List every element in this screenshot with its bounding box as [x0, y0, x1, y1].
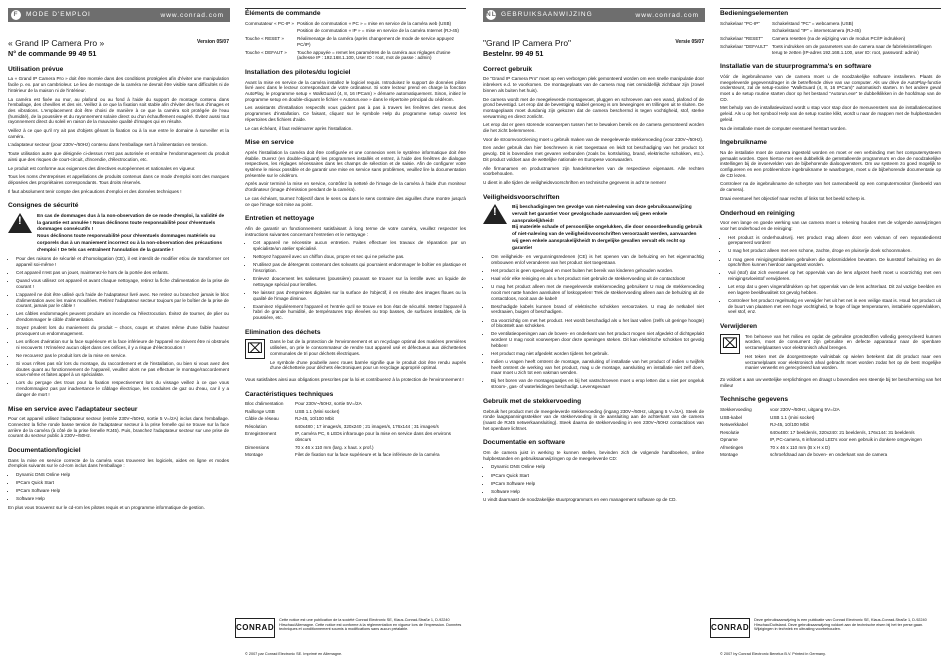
product-title-fr: « Grand IP Camera Pro » [8, 38, 105, 48]
usage-text-4: L'adaptateur secteur (pour 230V~/50Hz) contenu dans l'emballage sert à l'alimentation en tension. [8, 142, 208, 148]
control-key: Commutateur « PC-IP » [245, 20, 294, 26]
spec-key: Montage [245, 452, 263, 458]
install-text-1: Vóór de ingebruikname van de camera moet u de noodzakelijke software installeren. Plaats de meegeleverde gegevensdrager in de betreffende drive van uw computer. Als uw drive de AutoPlay-functie ondersteunt, zal de setup-routine "WalkGuard (4, 8, 16 IPCam)" automatisch starten. In het andere geval moet u de setup routine starten door op het bestand "Autorun.exe" te dubbelklikken in de hoofdmap van de CD. [720, 73, 941, 102]
list-item: • Quand vous utilisez cet appareil et avant chaque nettoyage, retirez la fiche d'alimentation de la prise de courant ! [16, 278, 229, 289]
spec-value: Pour 230V~/50Hz, sortie 5V=/2A [295, 401, 362, 407]
spec-key: Stekkervoeding [720, 407, 752, 413]
section-waste-fr: Elimination des déchets [245, 328, 321, 336]
service-text-3: Le cas échéant, tournez l'objectif dans le sens ou dans le sens contraire des aiguilles d'une montre jusqu'à ce que l'image soit mise au point. [245, 195, 466, 207]
service-text-1: Après l'installation la caméra doit être configurée et une connexion vers le système informatique doit être établie. Ouvrez (en double-cliquant) les programmes installés et entrez, à l'aide des fenêtres de dialogue respectives, les réglages nécessaires dans les champs de sélection et de saisie. Afin de configurer votre système le mieux possible et de garantir une mise en service sans problèmes, veuillez lire la documentation présentée sur le cédérom. [245, 149, 466, 178]
spec-key: Opname [720, 437, 738, 443]
warning-text-1: En cas de dommages dus à la non-observation de ce mode d'emploi, la validité de la garantie est annulée ! Nous déclinons toute responsabilité pour d'éventuels dommages consécutifs ! [37, 214, 225, 233]
control-key [245, 28, 297, 34]
control-row [720, 28, 941, 34]
section-controls-fr: Éléments de commande [245, 8, 466, 17]
header-bar-nl [483, 8, 705, 22]
list-item: • Si vous n'êtes pas sûr lors du montage, du raccordement et de l'installation, ou bien si vous avez des doutes quant au fonctionnement de l'appareil, veuillez alors ne pas effectuer le montage/raccordement vous-même et faites appel à un spécialiste. [16, 361, 229, 378]
control-value: Réalimenatge de la caméra (après changement de mode de service appuyez PC/IP) [297, 36, 455, 47]
list-item: • L'appareil ne doit être utilisé qu'à l'aide de l'adaptateur livré avec. Ne retirez ou branchez jamais le bloc d'alimentation avec les mains mouillées. Retirez l'adaptateur secteur toujours par le boîtier de la prise de courant, jamais par le câble ! [16, 292, 229, 309]
waste-text-2: Het teken met de doorgestreepte vuilnisbak op wielen betekent dat dit product naar een verzamelplaats voor elektronisch afval gebracht moet worden zodat het op de best mogelijke manier verwerkt en gerecycleerd kan worden. [745, 353, 941, 371]
list-item: • Les câbles endommagés peuvent produire un incendie ou l'électrocution. Évitez de tourner, de plier ou d'endommager le câble d'alimentation. [16, 311, 229, 322]
waste-block-fr [245, 339, 466, 374]
usage-text-1: De "Grand IP Camera Pro" moet op een verborgen plek gemonteerd worden om een snelle manipulatie door inbrekers e.d. te voorkomen. De montageplaats van de camera mag niet onmiddellijk zichtbaar zijn (zowel binnen als buiten het huis). [483, 76, 704, 93]
fr-column-1 [8, 38, 229, 514]
warning-triangle-icon: ! [8, 213, 32, 233]
header-title-fr: MODE D'EMPLOI [26, 11, 91, 18]
control-key: Touche « DEFAUT » [245, 49, 287, 55]
spec-row [245, 424, 466, 430]
usage-text-2: De camera wordt met de meegeleverde montagevoet, pluggen en schroeven aan een wand, plafond of de grond bevestigd. Let erop dat de bevestiging stabiel genoeg is om bewegingen en trillingen uit te sluiten. De montageplaats moet dusdanig zijn gekozen dat de camera beschermd is tegen vochtigheid, stof, sterke verwarming en direct zonlicht. [483, 96, 704, 119]
spec-value: Filet de fixation sur la face supérieure et la face inférieure de la caméra [295, 452, 440, 458]
spec-row [720, 422, 941, 428]
spec-row [245, 452, 466, 458]
spec-key: Résolution [245, 423, 267, 429]
list-item: • Pour des raisons de sécurité et d'homologation (CE), il est interdit de modifier et/ou de transformer cet appareil soi-même ! [16, 256, 229, 267]
waste-text-3: Zo voldoet u aan uw wettelijke verplichtingen en draagt u bovendien een steentje bij ter bescherming van het milieu! [720, 377, 941, 388]
usage-text-3: Let erop dat er geen storende voorwerpen tussen het te bewaken bereik en de camera gemonteerd worden die het zicht belemmeren. [483, 122, 704, 134]
section-controls-nl: Bedieningselementen [720, 8, 941, 17]
conrad-logo [710, 618, 750, 638]
spec-key: Bloc d'alimentation [245, 401, 284, 407]
section-safety-nl: Veiligheidsvoorschriften [483, 193, 560, 201]
safety-list-nl [483, 254, 704, 390]
section-install-fr: Installation des pilotes/du logiciel [245, 68, 351, 76]
list-item: • Indien u vragen heeft omtrent de montage, aansluiting of installatie van het product of indien u twijfels heeft omtrent de werking van het product, mag u de montage, aansluiting en installatie niet zelf doen, maar moet u zich tot een vakman wenden. [491, 359, 704, 376]
list-item: • IPCam Quick Start [491, 473, 704, 479]
control-value: Position de commutation « IP » = mise en service de la caméra Internet (RJ-45) [297, 28, 459, 34]
spec-value: 70 x 46 x 110 mm (larg. x haut. x prof.) [295, 444, 374, 450]
list-item: • Nettoyez l'appareil avec un chiffon doux, propre et sec qui ne peluche pas. [253, 254, 466, 260]
spec-row [720, 437, 941, 443]
section-docsoft-nl: Documentatie en software [483, 439, 566, 447]
usage-text-7: U dient in alle tijden de veiligheidsvoorschriften en technische gegevens in acht te nemen! [483, 179, 666, 185]
control-row [720, 36, 941, 42]
list-item: • IPCam Quick Start [16, 480, 229, 486]
control-value: Touche appuyée = remet les paramètres de la caméra aux réglages d'usine (adresse IP : 192.168.1.100, User ID : root, mot de passe : admin) [297, 49, 451, 61]
logo-text: CONRAD [711, 622, 750, 632]
adapter-text: Gebruik het product met de meegeleverde stekkervoeding (ingang 230V~/50Hz, uitgang 5 V=/2A). Steek de ronde laagspanningsstekker van de stekkervoeding in de aansluiting aan de achterkant van de camera (naast de RJ45 netwerkaansluiting). Steek daarna de stekkervoeding in een 230V~/50Hz contactdoos van het openbare lichtnet. [483, 408, 704, 431]
section-install-nl: Installatie van de stuurprogramma's en software [720, 63, 872, 71]
control-row [245, 50, 466, 61]
spec-value: 640x480: 17 beelden/s, 320x240: 21 beelden/s, 176x144: 31 beelden/s [770, 429, 915, 435]
spec-value: 640x480 ; 17 images/s, 320x240 ; 21 images/s, 176x144 ; 31 images/s [295, 423, 439, 429]
list-item: • Software Help [16, 496, 229, 502]
waste-text-1: Dans le but de la protection de l'environnement et un recyclage optimal des matières premières utilisées, on prie le consommateur de rendre tout appareil usé et défectueux aux déchetteries communales de tri pour déchets électriques. [270, 339, 466, 356]
control-row [245, 21, 466, 27]
nl-column-2 [720, 8, 941, 460]
header-url-fr: www.conrad.com [160, 11, 224, 19]
control-key: Touche « RESET » [245, 36, 284, 42]
footer-fr [235, 618, 465, 638]
section-adapter-fr: Mise en service avec l'adaptateur secteur [8, 405, 138, 413]
list-item: • U mag geen reinigingsmiddelen gebruiken die oplosmiddelen bevatten. De kunststof behuizing en de opschriften kunnen hierdoor aangetast worden. [728, 257, 941, 268]
control-key: Schakelaar "DEFAULT" [720, 43, 768, 49]
product-title-nl: "Grand IP Camera Pro" [483, 38, 572, 48]
spec-row [245, 431, 466, 442]
usage-text-8: Il faut absolument tenir compte des précautions d'emploi et des données techniques ! [8, 188, 182, 194]
list-item: • Cet appareil n'est pas un jouet, maintenez-le hors de la portée des enfants. [16, 270, 229, 276]
spec-value: RJ-45, 10/100 Mbit [770, 422, 809, 428]
spec-key: USB-kabel [720, 414, 742, 420]
logo-text: CONRAD [236, 622, 275, 632]
install-text-2: Met behulp van de installatiewizard wordt u stap voor stap door de menuvensters van de installatieroutines geleid. Als u op het symbool Help van de setup routine klikt, wordt u naar de mappen met de hulpbestanden geleid. [720, 105, 941, 122]
spec-row [720, 445, 941, 451]
spec-row [245, 416, 466, 422]
waste-text-1: Ten behoeve van het milieu en opdat de gebruikte grondstoffen volledig gerecycleerd kunnen worden, moet de consument zijn gebruikte en defecte apparatuur naar de openbare verzamelplaatsen voor elektronisch afval brengen. [745, 333, 941, 351]
warning-block-nl [483, 204, 704, 251]
spec-value: IP, caméra PC, 6 LEDs infrarouge pour la mise en service dans des environs obscurs [295, 431, 451, 443]
section-adapter-nl: Gebruik met de stekkervoeding [483, 397, 582, 405]
spec-row [245, 409, 466, 415]
maint-text: Voor een lange en goede werking van uw camera moet u rekening houden met de volgende aanwijzingen voor het onderhoud en de reiniging: [720, 220, 941, 231]
control-value: Schakelstand "PC" = webcamera (USB) [772, 20, 854, 26]
docsoft-list-nl [483, 464, 704, 494]
usage-text-6: Alle firmanamen en productnamen zijn handelsmerken van de respectieve eigenaars. Alle rechten voorbehouden. [483, 165, 704, 177]
usage-text-6: Le produit est conforme aux exigences des directives européennes et nationales en vigueur. [8, 165, 196, 171]
version-fr: Version 05/07 [197, 39, 229, 45]
section-tech-fr: Caractéristiques techniques [245, 390, 334, 398]
language-badge-fr: F [11, 10, 21, 20]
control-value: Schakelstand "IP" = internetcamera (RJ-45) [772, 28, 861, 34]
spec-key: Montage [720, 452, 738, 458]
control-value: Toets indrukken om de parameters van de camera naar de fabrieksinstellingen terug te zetten (IP-adres 192.168.1.100, user ID: root, password: admin) [772, 43, 932, 55]
docsoft-text-2: U vindt daarnaast de noodzakelijke stuurprogramma's en een management software op de CD. [483, 497, 677, 503]
spec-row [720, 407, 941, 413]
section-maint-nl: Onderhoud en reiniging [720, 209, 795, 217]
install-text-3: Le cas échéant, il faut redémarrer après l'installation. [245, 125, 353, 131]
service-text-3: Draai eventueel het objectief naar rechts of links tot het beeld scherp is. [720, 195, 866, 201]
spec-value: RJ-45, 10/100 Mbit [295, 416, 334, 422]
order-number-nl: Bestelnr. 99 49 51 [483, 49, 544, 58]
spec-value: USB 1.1 (Mini socket) [295, 408, 340, 414]
list-item: • Soyez prudent lors du maniement du produit – chocs, coups et chutes même d'une faible hauteur provoquent un endommagement. [16, 325, 229, 336]
dutch-page [475, 0, 950, 668]
waste-text-3: Vous satisfaites ainsi aux obligations prescrites par la loi et contribuerez à la protection de l'environnement ! [245, 377, 464, 382]
header-url-nl: www.conrad.com [635, 11, 699, 19]
spec-row [720, 415, 941, 421]
section-safety-fr: Consignes de sécurité [8, 202, 79, 210]
list-item: • Het product is onderhoudsvrij. Het product mag alleen door een vakman of een reparatiedienst gerepareerd worden! [728, 235, 941, 246]
control-row [720, 44, 941, 55]
spec-key: Raillonge USB [245, 408, 275, 414]
spec-key: Afmetingen [720, 444, 744, 450]
spec-row [720, 452, 941, 458]
list-item: • Het product is geen speelgoed en moet buiten het bereik van kinderen gehouden worden. [491, 268, 704, 274]
spec-value: voor 230V~/50Hz, uitgang 5V=/2A [770, 407, 840, 413]
control-value: Position de commutation « PC » = mise en service de la caméra web (USB) [297, 20, 452, 26]
usage-text-7: Tous les noms d'entreprises et appellations de produits contenus dans ce mode d'emploi sont des marques déposées des propriétaires correspondants. Tous droits réservés. [8, 174, 229, 185]
crossed-bin-icon: ⌧ [720, 334, 740, 354]
spec-key: Resolutie [720, 429, 740, 435]
install-text-1: Avant la mise en service de la caméra installez le logiciel requis. Introduisez le support de données pilote livré avec dans le lecteur correspondant de votre ordinateur. Si votre lecteur prend en charge la fonction AutoPlay, le programme setup « WalkGuard (4, 8, 16 IPCam) » démarre automatiquement. Sinon, initiez le programme setup en double-cliquant le fichier « Autorun.exe » dans le répertoire principal du cédérom. [245, 79, 466, 102]
footer-nl [710, 618, 940, 638]
usage-text-5: Een ander gebruik dan hier beschreven is niet toegestaan en leidt tot beschadiging van het product tot gevolg. Dit is bovendien met gevaren verbonden (zoals bv. kortsluiting, brand, elektrische schokken, etc.). Dit product voldoet aan de wettelijke nationale en Europese voorwaarden. [483, 145, 704, 162]
list-item: • De ventilatieopeningen aan de boven- en onderkant van het product mogen niet afgedekt of dichtgeplakt worden! U mag nooit voorwerpen door deze openingen steken. Dit kan elektrische schokken tot gevolg hebben! [491, 331, 704, 348]
copyright-fr: © 2007 par Conrad Electronic SE. Imprimé en Allemagne. [245, 652, 343, 656]
docsoft-list-fr [8, 472, 229, 502]
spec-value: IP, PC-camera, 6 infrarood LED's voor een gebruik in donkere omgevingen [770, 437, 922, 443]
section-tech-nl: Technische gegevens [720, 396, 789, 404]
control-key [720, 28, 772, 34]
docsoft-text: Om de camera juist in werking te kunnen stellen, bevinden zich de volgende handboeken, online hulpbestanden en gebruiksaanwijzingen op de meegeleverde CD: [483, 450, 704, 461]
list-item: • Controleer het product regelmatig en verwijder het uit het net in een veilige staat is. Houd het product uit de buurt van plaatsen met een hoge vochtigheid, te hoge of lage temperaturen, instabiele oppervlakken, veel stof, enz. [728, 298, 941, 315]
docsoft-text-2: En plus vous trouverez sur le cd-rom les pilotes requis et un programme informatique de gestion. [8, 505, 205, 511]
list-item: • Om veiligheids- en vergunningsredenen (CE) is het openen van de behuizing en het eigenmachtig ombouwen en/of veranderen van het product niet toegestaan. [491, 254, 704, 265]
spec-key: Netwerkkabel [720, 422, 748, 428]
list-item: • U mag het product alleen met de meegeleverde stekkervoeding gebruiken! U mag de stekkervoeding nooit met natte handen aansluiten of loskoppelen! Trek de stekkervoeding alleen aan de behuizing uit de contactdoos, nooit aan de kabel! [491, 284, 704, 301]
spec-row [245, 445, 466, 451]
footer-text-fr: Cette notice est une publication de la société Conrad Electronic SE, Klaus-Conrad-Straße 1, D-92240 Hirschau/Allemagne. Cette notice est conforme à la réglementation en vigueur lors de l'impression. Données techniques et conditionnement soumis à modifications sans aucun préalable. [279, 618, 462, 632]
list-item: • Dynamic DNS Online Help [16, 472, 229, 478]
list-item: • Bij het boren van de montagegaatjes en bij het vastschroeven moet u erop letten dat u niet per ongeluk stroom-, gas- of waterleidingen beschadigt. Levensgevaar! [491, 378, 704, 389]
maint-list-fr [245, 240, 466, 320]
list-item: • N'utilisez pas de détergents contenant des solvants qui pourraient endommager le boîtier en plastique et l'inscription. [253, 262, 466, 273]
nl-column-1 [483, 38, 704, 506]
install-text-3: Na de installatie moet de computer eventueel herstart worden. [720, 125, 847, 131]
footer-text-nl: Deze gebruiksaanwijzing is een publicatie van Conrad Electronic SE, Klaus-Conrad-Straße 1, D-92240 Hirschau/Duitsland. Deze gebruiksaanwijzing voldoet aan de technische eisen bij het ter perse gaan. Wijzigingen in techniek en uitrusting voorbehouden. [754, 618, 927, 632]
docsoft-text: Dans la mise en service correcte de la caméra vous trouverez les logiciels, aides en ligne et modes d'emplois suivants sur le cd-rom inclus dans l'emballage : [8, 457, 229, 469]
list-item: • IPCam Software Help [16, 488, 229, 494]
version-nl: Versie 05/07 [675, 39, 704, 45]
waste-text-2: Le symbole d'une poubelle avec roues barrée signifie que le produit doit être rendu auprès d'une déchetterie pour déchets électroniques pour un recyclage approprié optimal. [270, 359, 466, 371]
list-item: • Ga voorzichtig om met het product. Het wordt beschadigd als u het laat vallen (zelfs uit geringe hoogte) of blootstelt aan schokken. [491, 318, 704, 329]
list-item: • Dynamic DNS Online Help [491, 464, 704, 470]
section-waste-nl: Verwijderen [720, 323, 758, 331]
section-docsoft-fr: Documentation/logiciel [8, 447, 81, 455]
spec-key: Câble de réseau [245, 416, 279, 422]
spec-value: schroefdraad aan de boven- en onderkant van de camera [770, 452, 888, 458]
spec-value: USB 1.1 (mini socket) [770, 414, 815, 420]
list-item: • Vuil (stof) dat zich eventueel op het oppervlak van de lens afgezet heeft moet u voorzichtig met een reinigingsvloeistof verwijderen. [728, 270, 941, 281]
usage-text-3: Veillez à ce que qu'il n'y ait pas d'objets gênant la fixation ou à la vue entre le domaine à surveiller et la caméra. [8, 128, 229, 139]
list-item: • IPCam Software Help [491, 481, 704, 487]
spec-key: Dimensions [245, 444, 269, 450]
language-badge-nl: NL [486, 11, 497, 18]
section-maint-fr: Entretien et nettoyage [245, 215, 315, 223]
list-item: • Software Help [491, 489, 704, 495]
usage-text-5: Toute utilisation autre que désignée ci-dessus n'est pas autorisée et entraîne l'endommagement du produit ainsi que des risques de court-circuit, d'incendie, d'électrocution, etc. [8, 151, 229, 162]
usage-text-1: La « Grand IP Camera Pro » doit être montée dans des conditions protégées afin d'éviter une manipulation facile p. ex. par un cambrioleur. Le lieu de montage de la caméra ne devrait être visible sans difficultés ni de l'intérieur de la maison ni de l'intérieur. [8, 76, 229, 93]
control-row [720, 21, 941, 27]
crossed-bin-icon: ⌧ [245, 339, 265, 359]
maint-text: Afin de garantir un fonctionnement satisfaisant à long terme de votre caméra, veuillez respecter les instructions suivantes concernant l'entretien et le nettoyage : [245, 225, 466, 237]
spec-row [720, 430, 941, 436]
warning-text-2: Nous déclinons toute responsabilité pour d'éventuels dommages matériels ou corporels dus à un maniement incorrect ou à la non-observation des précautions d'emploi ! De tels cas entraînent l'annulation de la garantie ! [37, 234, 222, 253]
list-item: • Haal vóór elke reiniging en als u het product niet gebruikt de stekkervoeding uit de contactdoos! [491, 276, 704, 282]
section-service-fr: Mise en service [245, 139, 294, 147]
usage-text-2: La caméra est fixée au mur, au plafond ou au fond à l'aide du support de montage contenu dans l'emballage, des chevilles et des vis. Veillez à ce que la fixation soit stable afin d'éviter des fous d'images et des vibrations. L'emplacement doit être choisi de manière à ce que la caméra soit protégée de l'eau (humidité), de la poussière et du rayonnement solaire direct ou d'un échauffement exagéré. Évitez aussi tout rayonnement direct du soleil en raison de la mauvaise qualité d'images qui en résulte. [8, 96, 229, 125]
adapter-text: Pour cet appareil utilisez l'adaptateur secteur (entrée 230V~/50Hz, sortie 5 V=/2A) inclus dans l'emballage. Connectez la fiche ronde basse tension de l'adaptateur secteur à la prise femelle qui se trouve sur la face arrière de la caméra (à côté de la prise femelle RJ45). Puis, branchez l'adaptateur secteur sur une prise de courant du secteur public à 230V~/50Hz. [8, 416, 229, 439]
list-item: • Enlevez doucement les salissures (poussière) pouvant se trouver sur la lentille avec un liquide de nettoyage spécial pour lentilles. [253, 276, 466, 287]
waste-block-nl [720, 334, 941, 374]
warning-text-1: Bij beschadigingen ten gevolge van niet-naleving van deze gebruiksaanwijzing vervalt het garantie! Voor gevolgschade aanvaarden wij geen enkele aansprakelijkheid! [512, 205, 692, 224]
copyright-nl: © 2007 by Conrad Electronic Benelux B.V. Printed in Germany. [720, 652, 826, 656]
service-text-2: Controleer na de ingebruikname de scherpte van het camerabeeld op een computermonitor (livebeeld van de camera). [720, 181, 941, 193]
spec-row [245, 401, 466, 407]
safety-list-fr [8, 256, 229, 397]
install-text-2: Les assistants d'installation respectifs vous guident pas à pas à travers les fenêtres des menus des programmes d'installation. Ce faisant, cliquez sur le symbole Help du programme setup ouvrez les répertoires des fichiers d'aide. [245, 105, 466, 122]
section-usage-fr: Utilisation prévue [8, 65, 64, 73]
list-item: • Let erop dat u geen vingerafdrukken op het oppervlak van de lens achterlaat. Dit zal vazige beelden en een lagere beeldkwaliteit tot gevolg hebben. [728, 284, 941, 295]
control-key: Schakelaar "PC-IP" [720, 20, 760, 26]
service-text-2: Après avoir terminé la mise en service, contrôlez la netteté de l'image de la caméra à l'aide d'un moniteur d'ordinateur (image d'émission pendant de la caméra). [245, 181, 466, 193]
list-item: • Ne laissez pas d'empreintes digitales sur la surface de l'objectif, il en résulte des images floues ou la qualité de l'image diminue. [253, 290, 466, 301]
warning-block-fr [8, 213, 229, 253]
spec-value: 70 x 46 x 110 mm (B x H x D) [770, 444, 830, 450]
control-row [245, 28, 466, 34]
conrad-logo [235, 618, 275, 638]
header-bar-fr [8, 8, 230, 22]
control-key: Schakelaar "RESET" [720, 36, 763, 42]
list-item: • Les orifices d'aération sur la face supérieure et la face inférieure de l'appareil ne doivent être ni obstrués ni recouverts ! N'insérez aucun objet dans ces orifices, il y a risque d'électrocution ! [16, 339, 229, 350]
list-item: • Beschadigde kabels kunnen brand of elektrische schokken veroorzaken. U mag de netkabel niet verdraaien, buigen of beschadigen. [491, 304, 704, 315]
control-row [245, 36, 466, 47]
header-title-nl: GEBRUIKSAANWIJZING [501, 11, 593, 18]
warning-triangle-icon: ! [483, 204, 507, 224]
list-item: • Lors du perçage des trous pour la fixation respectivement lors du vissage veillez à ce que vous n'endommagiez pas par inadvertance le câblage électrique, les conduites de gaz ou d'eau, car il y a danger de mort ! [16, 380, 229, 397]
control-value: Camera resetten (na de wijziging van de modus PC/IP indrukken) [772, 36, 906, 42]
warning-text-2: Bij materiële schade of persoonlijke ongelukken, die door onoordeelkundig gebruik of niet-naleving van de veiligheidsvoorschriften veroorzaakt werden, aanvaarden wij geen enkele aansprakelijkheid! In dergelijke gevallen vervalt elk recht op garantie! [512, 225, 703, 251]
list-item: • Examinez régulièrement l'appareil et l'entrée qu'il se trouve en bon état de sécurité. Mettez l'appareil à l'abri de grande humidité, de températures trop élevées ou trop basses, de surfaces instables, de la poussière, etc. [253, 304, 466, 321]
list-item: • Cet appareil ne nécessite aucun entretien. Faites effectuer les travaux de réparation par un spécialiste/un atelier spécialisé. [253, 240, 466, 251]
section-usage-nl: Correct gebruik [483, 65, 533, 73]
service-text-1: Na de installatie moet de camera ingesteld worden en moet er een verbinding met het computersysteem gemaakt worden. Open hiertoe met een dubbelklik de geïnstalleerde programma's en doe de noodzakelijke instellingen bij de invoervelden van de bijbehorende dialoogvensters. Om uw systeem zo goed mogelijk te configureren en een probleemloze ingebruikname te waarborgen, moet u de bijbehorende documentatie op de CD lezen. [720, 149, 941, 178]
list-item: • U mag het product alleen met een schone, zachte, droge en pluisvrije doek schoonmaken. [728, 248, 941, 254]
section-service-nl: Ingebruikname [720, 139, 767, 147]
maint-list-nl [720, 235, 941, 315]
order-number-fr: N° de commande 99 49 51 [8, 49, 97, 58]
list-item: • Ne recouvrez pas le produit lors de la mise en service. [16, 353, 229, 359]
usage-text-4: Voor de stroomvoorziening moet u gebruik maken van de meegeleverde stekkervoeding (voor 230V~/50Hz). [483, 136, 704, 142]
fr-column-2 [245, 8, 466, 460]
spec-key: Enregistrement [245, 431, 277, 437]
list-item: • Het product mag niet afgedekt worden tijdens het gebruik. [491, 351, 704, 357]
